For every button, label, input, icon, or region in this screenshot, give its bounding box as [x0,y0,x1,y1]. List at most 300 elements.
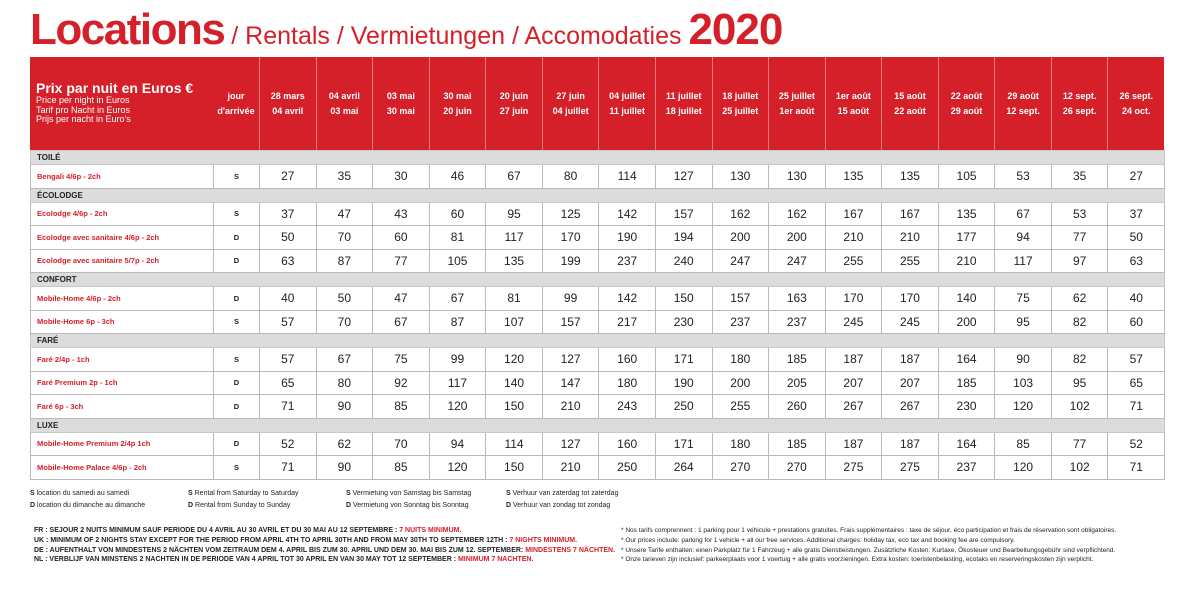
price-cell: 157 [655,202,712,226]
price-cell: 67 [429,287,486,311]
price-cell: 95 [1051,371,1108,395]
price-cell: 85 [373,456,430,480]
price-cell: 94 [995,226,1052,250]
price-cell: 243 [599,395,656,419]
price-cell: 71 [1108,395,1165,419]
price-cell: 264 [655,456,712,480]
minimum-stay-notes [34,526,615,565]
period-start: 04 avril [328,90,360,101]
price-cell: 210 [938,249,995,273]
price-cell: 60 [429,202,486,226]
title-sub: / Rentals / Vermietungen / Accomodaties [224,22,689,50]
period-end: 20 juin [443,105,472,116]
price-cell: 170 [882,287,939,311]
arrival-day: D [214,249,260,273]
price-cell: 57 [1108,348,1165,372]
legend-text: Vermietung von Sonntag bis Sonntag [351,502,469,509]
table-row [31,371,1165,395]
price-cell: 53 [1051,202,1108,226]
price-cell: 60 [1108,310,1165,334]
price-cell: 60 [373,226,430,250]
price-cell: 71 [260,456,317,480]
price-cell: 120 [429,456,486,480]
price-cell: 260 [769,395,826,419]
price-cell: 205 [769,371,826,395]
price-cell: 199 [542,249,599,273]
price-cell: 120 [995,395,1052,419]
legend-key: D [188,502,194,509]
price-subtitle: Tarif pro Nacht in Euros [36,104,131,115]
price-cell: 135 [825,165,882,189]
price-cell: 114 [599,165,656,189]
legend-text: Rental from Saturday to Saturday [192,490,299,497]
legend-group [346,488,471,512]
category-row [31,334,1165,348]
period-end: 12 sept. [1006,105,1040,116]
period-start: 29 août [1007,90,1039,101]
legend-text: Verhuur van zaterdag tot zaterdag [510,490,619,497]
price-cell: 170 [825,287,882,311]
price-cell: 71 [260,395,317,419]
price-cell: 164 [938,432,995,456]
period-end: 29 août [950,105,983,116]
price-cell: 67 [995,202,1052,226]
price-cell: 190 [655,371,712,395]
price-cell: 142 [599,287,656,311]
period-start: 25 juillet [778,90,815,101]
price-cell: 247 [769,249,826,273]
period-end: 04 juillet [552,105,589,116]
period-end: 04 avril [272,105,304,116]
price-cell: 142 [599,202,656,226]
legend-group [188,488,299,512]
legend-key: D [30,502,36,509]
price-cell: 47 [316,202,373,226]
price-cell: 230 [938,395,995,419]
price-cell: 75 [995,287,1052,311]
price-cell: 210 [542,456,599,480]
price-cell: 237 [938,456,995,480]
period-header [994,57,1051,150]
price-cell: 97 [1051,249,1108,273]
period-start: 1er août [835,90,871,101]
price-cell: 67 [373,310,430,334]
price-cell: 230 [655,310,712,334]
period-header [485,57,542,150]
accommodation-name: Faré Premium 2p - 1ch [31,371,214,395]
note-text: FR : SEJOUR 2 NUITS MINIMUM SAUF PERIODE DU 4 AVRIL AU 30 AVRIL ET DU 30 MAI AU 12 SEPTEMBRE : [34,527,400,534]
price-cell: 57 [260,310,317,334]
price-cell: 237 [712,310,769,334]
price-cell: 67 [316,348,373,372]
note-highlight: 7 NUITS MINIMUM. [399,527,462,534]
price-cell: 237 [769,310,826,334]
price-cell: 160 [599,348,656,372]
price-cell: 92 [373,371,430,395]
period-end: 26 sept. [1062,105,1097,116]
price-cell: 245 [825,310,882,334]
legend-key: S [346,490,351,497]
arrival-day: D [214,395,260,419]
price-cell: 127 [655,165,712,189]
period-end: 22 août [894,105,926,116]
period-end: 11 juillet [609,105,645,116]
price-cell: 200 [938,310,995,334]
price-cell: 85 [373,395,430,419]
price-cell: 210 [542,395,599,419]
title-year: 2020 [688,5,783,54]
table-row [31,432,1165,456]
legend-key: S [506,490,511,497]
price-cell: 187 [882,432,939,456]
price-cell: 171 [655,432,712,456]
period-start: 28 mars [270,90,305,101]
price-cell: 117 [429,371,486,395]
price-cell: 62 [1051,287,1108,311]
note-highlight: MINIMUM 7 NACHTEN. [457,556,534,564]
price-cell: 77 [373,249,430,273]
title-main: Locations [30,5,225,54]
price-cell: 90 [316,395,373,419]
price-cell: 180 [712,348,769,372]
price-cell: 270 [712,456,769,480]
price-header [36,81,193,125]
arrival-day: S [214,310,260,334]
legend-key: D [346,502,352,509]
price-cell: 50 [260,226,317,250]
price-cell: 65 [1108,371,1165,395]
category-row [31,151,1165,165]
price-cell: 99 [542,287,599,311]
price-cell: 210 [882,226,939,250]
price-cell: 65 [260,371,317,395]
legend-key: S [188,490,193,497]
price-cell: 75 [373,348,430,372]
price-cell: 35 [1051,165,1108,189]
category-label: CONFORT [31,273,1165,287]
price-cell: 87 [316,249,373,273]
period-end: 18 juillet [665,105,702,116]
price-cell: 120 [486,348,543,372]
price-cell: 163 [769,287,826,311]
arrival-day: S [214,165,260,189]
period-end: 24 oct. [1121,105,1151,116]
price-cell: 46 [429,165,486,189]
page-title [30,6,782,64]
note-text: NL : VERBLIJF VAN MINSTENS 2 NACHTEN IN DE PERIODE VAN 4 APRIL TOT 30 APRIL EN VAN 30 MAY TOT 12 SEPTEMBER : [34,556,458,564]
legend-key: S [30,490,35,497]
price-subtitle: Prijs per nacht in Euro's [36,114,131,124]
included-note-line: * Our prices include: parking for 1 vehicle + all our free services. Additional charges: holiday tax, eco tax and booking fee are compulsory. [621,536,1015,544]
period-end: 27 juin [499,105,529,116]
note-highlight: 7 NIGHTS MINIMUM. [509,536,578,544]
price-cell: 50 [316,287,373,311]
minimum-stay-line [34,526,615,536]
price-cell: 105 [429,249,486,273]
legend-key: D [506,502,512,509]
arrival-day: S [214,456,260,480]
period-start: 03 mai [386,90,415,101]
price-cell: 255 [712,395,769,419]
price-cell: 164 [938,348,995,372]
period-header [598,57,655,150]
price-cell: 63 [1108,249,1165,273]
arrival-day: D [214,371,260,395]
price-cell: 167 [825,202,882,226]
price-cell: 52 [260,432,317,456]
arrival-day: D [214,226,260,250]
price-cell: 107 [486,310,543,334]
period-end: 15 août [837,105,870,116]
price-table [30,150,1165,480]
price-cell: 275 [825,456,882,480]
period-header [372,57,429,150]
price-cell: 157 [542,310,599,334]
price-subtitle: Price per night in Euros [36,95,130,105]
price-cell: 255 [825,249,882,273]
period-header [881,57,938,150]
period-header [429,57,486,150]
price-cell: 81 [486,287,543,311]
legend-text: Verhuur van zondag tot zondag [511,502,611,509]
category-label: FARÉ [31,334,1165,348]
price-cell: 255 [882,249,939,273]
price-cell: 103 [995,371,1052,395]
price-cell: 135 [486,249,543,273]
price-cell: 185 [769,432,826,456]
accommodation-name: Bengali 4/6p - 2ch [31,165,214,189]
price-cell: 125 [542,202,599,226]
price-cell: 27 [1108,165,1165,189]
period-header [259,57,316,150]
accommodation-name: Ecolodge avec sanitaire 4/6p - 2ch [31,226,214,250]
price-cell: 190 [599,226,656,250]
period-start: 27 juin [556,90,585,101]
arrival-day: D [214,287,260,311]
accommodation-name: Ecolodge avec sanitaire 5/7p - 2ch [31,249,214,273]
period-header [655,57,712,150]
arrival-day: D [214,432,260,456]
price-cell: 63 [260,249,317,273]
price-cell: 187 [825,432,882,456]
price-cell: 37 [260,202,317,226]
table-row [31,310,1165,334]
period-header [1107,57,1164,150]
price-cell: 120 [429,395,486,419]
price-cell: 170 [542,226,599,250]
price-cell: 37 [1108,202,1165,226]
category-label: LUXE [31,418,1165,432]
period-start: 12 sept. [1062,90,1097,101]
price-cell: 200 [712,371,769,395]
legend-text: Rental from Sunday to Sunday [193,502,291,509]
price-cell: 245 [882,310,939,334]
price-cell: 94 [429,432,486,456]
price-cell: 120 [995,456,1052,480]
price-cell: 140 [938,287,995,311]
price-cell: 180 [712,432,769,456]
price-cell: 77 [1051,226,1108,250]
table-row [31,165,1165,189]
price-cell: 80 [316,371,373,395]
accommodation-name: Faré 6p - 3ch [31,395,214,419]
price-cell: 99 [429,348,486,372]
table-row [31,348,1165,372]
price-cell: 70 [373,432,430,456]
price-cell: 81 [429,226,486,250]
price-cell: 105 [938,165,995,189]
accommodation-name: Faré 2/4p - 1ch [31,348,214,372]
minimum-stay-line [34,536,615,546]
price-cell: 127 [542,432,599,456]
price-cell: 53 [995,165,1052,189]
table-header [30,57,1164,150]
price-cell: 135 [938,202,995,226]
price-cell: 147 [542,371,599,395]
minimum-stay-line [34,555,615,565]
period-header [1051,57,1108,150]
price-cell: 127 [542,348,599,372]
price-cell: 35 [316,165,373,189]
period-start: 26 sept. [1119,90,1153,101]
price-cell: 185 [938,371,995,395]
included-services-notes [621,526,1116,565]
category-row [31,273,1165,287]
period-header [316,57,373,150]
price-cell: 87 [429,310,486,334]
price-cell: 62 [316,432,373,456]
price-cell: 130 [712,165,769,189]
included-note-line: * Nos tarifs comprennent : 1 parking pour 1 véhicule + prestations gratuites. Frais supplémentaires : taxe de séjour, éco participation et frais de réservation sont obligatoires. [621,527,1117,534]
price-cell: 162 [769,202,826,226]
price-cell: 160 [599,432,656,456]
price-cell: 207 [882,371,939,395]
accommodation-name: Ecolodge 4/6p - 2ch [31,202,214,226]
table-row [31,395,1165,419]
period-end: 03 mai [330,105,359,116]
price-cell: 194 [655,226,712,250]
price-cell: 140 [486,371,543,395]
table-row [31,249,1165,273]
price-cell: 150 [655,287,712,311]
period-start: 11 juillet [665,90,702,101]
price-cell: 200 [769,226,826,250]
period-start: 20 juin [499,90,529,101]
price-cell: 157 [712,287,769,311]
legend-group [506,488,618,512]
price-cell: 90 [995,348,1052,372]
price-cell: 267 [825,395,882,419]
period-start: 30 mai [443,90,472,101]
price-cell: 47 [373,287,430,311]
price-cell: 52 [1108,432,1165,456]
table-row [31,287,1165,311]
price-cell: 80 [542,165,599,189]
price-cell: 180 [599,371,656,395]
price-cell: 237 [599,249,656,273]
period-start: 15 août [894,90,926,101]
category-label: ÉCOLODGE [31,188,1165,202]
note-text: UK : MINIMUM OF 2 NIGHTS STAY EXCEPT FOR THE PERIOD FROM APRIL 4TH TO APRIL 30TH AND FROM MAY 30TH TO SEPTEMBER 12TH : [34,536,510,544]
legend-group [30,488,145,512]
legend-text: location du dimanche au dimanche [35,502,146,509]
price-cell: 67 [486,165,543,189]
price-cell: 207 [825,371,882,395]
price-cell: 77 [1051,432,1108,456]
price-cell: 171 [655,348,712,372]
legend-text: location du samedi au samedi [34,490,130,497]
table-row [31,226,1165,250]
price-cell: 150 [486,456,543,480]
period-header [825,57,882,150]
price-cell: 275 [882,456,939,480]
price-cell: 102 [1051,456,1108,480]
legend-text: Vermietung von Samstag bis Samstag [350,490,472,497]
price-cell: 240 [655,249,712,273]
accommodation-name: Mobile-Home Palace 4/6p - 2ch [31,456,214,480]
note-highlight: MINDESTENS 7 NÄCHTEN. [525,546,616,554]
price-cell: 117 [486,226,543,250]
price-cell: 95 [486,202,543,226]
arrival-day-label: jour [227,90,245,101]
period-end: 25 juillet [722,105,759,116]
price-cell: 50 [1108,226,1165,250]
price-cell: 40 [260,287,317,311]
price-cell: 117 [995,249,1052,273]
price-title: Prix par nuit en Euros € [36,80,194,96]
period-start: 22 août [950,90,983,101]
price-cell: 162 [712,202,769,226]
period-header [768,57,825,150]
period-start: 18 juillet [722,90,759,101]
arrival-day-label: d'arrivée [217,105,255,116]
price-cell: 30 [373,165,430,189]
table-row [31,202,1165,226]
price-cell: 187 [882,348,939,372]
price-cell: 250 [599,456,656,480]
price-cell: 70 [316,310,373,334]
category-row [31,188,1165,202]
period-header [712,57,769,150]
arrival-day-header [213,57,259,150]
price-cell: 267 [882,395,939,419]
note-text: DE : AUFENTHALT VON MINDESTENS 2 NÄCHTEN VOM ZEITRAUM DEM 4. APRIL BIS ZUM 30. APRIL UND DEM 30. MAI BIS ZUM 12. SEPTEMBER: [34,546,526,554]
accommodation-name: Mobile-Home 4/6p - 2ch [31,287,214,311]
price-cell: 85 [995,432,1052,456]
price-cell: 102 [1051,395,1108,419]
minimum-stay-line [34,546,615,556]
period-end: 1er août [779,105,815,116]
price-cell: 187 [825,348,882,372]
period-start: 04 juillet [609,90,646,101]
price-cell: 250 [655,395,712,419]
price-cell: 200 [712,226,769,250]
price-cell: 90 [316,456,373,480]
period-header [938,57,995,150]
price-cell: 82 [1051,348,1108,372]
price-cell: 217 [599,310,656,334]
price-cell: 82 [1051,310,1108,334]
price-cell: 57 [260,348,317,372]
price-cell: 71 [1108,456,1165,480]
period-header [542,57,599,150]
included-note-line: * Onze tarieven zijn inclusief: parkeerplaats voor 1 voertuig + alle gratis voorzieningen. Extra kosten: toeristenbelasting, ecotaks en reserveringskosten zijn verplicht. [621,556,1094,564]
price-cell: 114 [486,432,543,456]
arrival-day: S [214,348,260,372]
period-end: 30 mai [386,105,415,116]
category-row [31,418,1165,432]
price-cell: 177 [938,226,995,250]
